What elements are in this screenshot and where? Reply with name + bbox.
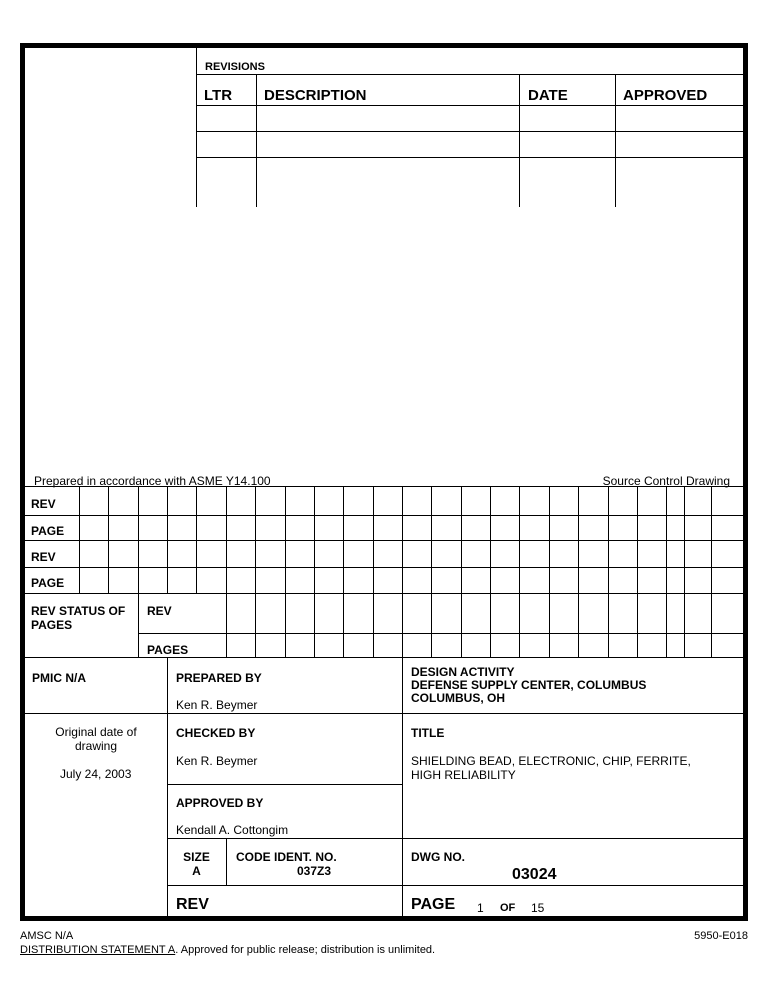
grid-line [711, 486, 712, 657]
grid-line [226, 486, 227, 657]
amsc-note: AMSC N/A [20, 930, 74, 942]
grid-line [373, 486, 374, 657]
pmic-label: PMIC N/A [32, 671, 86, 685]
grid-line [608, 486, 609, 657]
code-ident-value: 037Z3 [297, 864, 332, 878]
design-activity [411, 666, 646, 705]
grid-line [167, 838, 743, 839]
revisions-header-line [196, 105, 743, 106]
column-header-approved: APPROVED [623, 87, 708, 104]
grid-line [108, 486, 109, 593]
revisions-title: REVISIONS [205, 61, 265, 73]
size-cell [167, 850, 226, 878]
dwg-no-label: DWG NO. [411, 850, 465, 864]
grid-line [255, 486, 256, 657]
column-divider [615, 74, 616, 207]
grid-line [519, 486, 520, 657]
grid-line [461, 486, 462, 657]
design-activity-label: DESIGN ACTIVITY [411, 665, 515, 679]
table-row [196, 131, 743, 132]
distribution-link: DISTRIBUTION STATEMENT A [20, 944, 176, 956]
approved-by-label: APPROVED BY [176, 796, 264, 810]
checked-by-label: CHECKED BY [176, 726, 256, 740]
approved-by-name: Kendall A. Cottongim [176, 823, 289, 837]
grid-line [167, 784, 402, 785]
size-value: A [192, 864, 201, 878]
checked-by-name: Ken R. Beymer [176, 754, 258, 768]
document-number: 5950-E018 [694, 930, 748, 942]
grid-line [25, 486, 743, 487]
revisions-left-line [196, 43, 197, 207]
grid-line [138, 633, 743, 634]
page-label: PAGE [411, 896, 456, 913]
grid-line [314, 486, 315, 657]
rev-status-label: REV STATUS OF PAGES [31, 604, 126, 632]
code-ident-label: CODE IDENT. NO. [236, 850, 337, 864]
source-control-note: Source Control Drawing [602, 474, 730, 488]
grid-line [285, 486, 286, 657]
code-ident-cell [236, 850, 396, 878]
grid-line [343, 486, 344, 657]
grid-line [578, 486, 579, 657]
grid-line [79, 486, 80, 593]
distribution-statement [20, 944, 435, 956]
page-total: 15 [531, 901, 545, 915]
title-line2: HIGH RELIABILITY [411, 768, 516, 782]
rev-bottom-label: REV [176, 896, 209, 913]
design-activity-line1: DEFENSE SUPPLY CENTER, COLUMBUS [411, 678, 647, 692]
grid-line [196, 486, 197, 593]
column-divider [256, 74, 257, 207]
size-label: SIZE [183, 850, 210, 864]
column-header-ltr: LTR [204, 87, 233, 104]
rev-label: REV [147, 604, 172, 618]
row-label-rev: REV [31, 497, 56, 511]
distribution-text: . Approved for public release; distribution is unlimited. [175, 944, 436, 956]
title-text [411, 754, 691, 782]
page-of: OF [500, 902, 516, 914]
title-block-top-line [25, 657, 743, 658]
grid-line [167, 486, 168, 593]
table-row [196, 157, 743, 158]
grid-line [684, 486, 685, 657]
grid-line [549, 486, 550, 657]
row-label-page: PAGE [31, 576, 65, 590]
grid-line [25, 593, 743, 594]
grid-line [138, 486, 139, 657]
column-header-date: DATE [528, 87, 568, 104]
page-current: 1 [477, 901, 484, 915]
title-line1: SHIELDING BEAD, ELECTRONIC, CHIP, FERRITE, [411, 754, 691, 768]
design-activity-line2: COLUMBUS, OH [411, 691, 505, 705]
grid-line [490, 486, 491, 657]
pages-label: PAGES [147, 643, 189, 657]
prepared-by-name: Ken R. Beymer [176, 698, 258, 712]
grid-line [431, 486, 432, 657]
grid-line [666, 486, 667, 657]
grid-line [402, 657, 403, 916]
column-header-description: DESCRIPTION [264, 87, 367, 104]
title-label: TITLE [411, 726, 445, 740]
dwg-no-value: 03024 [512, 866, 557, 883]
grid-line [226, 838, 227, 885]
grid-line [25, 567, 743, 568]
row-label-page: PAGE [31, 524, 65, 538]
row-label-rev: REV [31, 550, 56, 564]
column-divider [519, 74, 520, 207]
revisions-top-line [196, 74, 743, 75]
grid-line [637, 486, 638, 657]
prepared-by-label: PREPARED BY [176, 671, 262, 685]
grid-line [25, 540, 743, 541]
original-date-label: Original date of drawing [55, 725, 137, 753]
grid-line [25, 713, 743, 714]
grid-line [402, 486, 403, 657]
prepared-note: Prepared in accordance with ASME Y14.100 [34, 474, 271, 488]
original-date: July 24, 2003 [60, 767, 132, 781]
grid-line [25, 515, 743, 516]
grid-line [167, 885, 743, 886]
